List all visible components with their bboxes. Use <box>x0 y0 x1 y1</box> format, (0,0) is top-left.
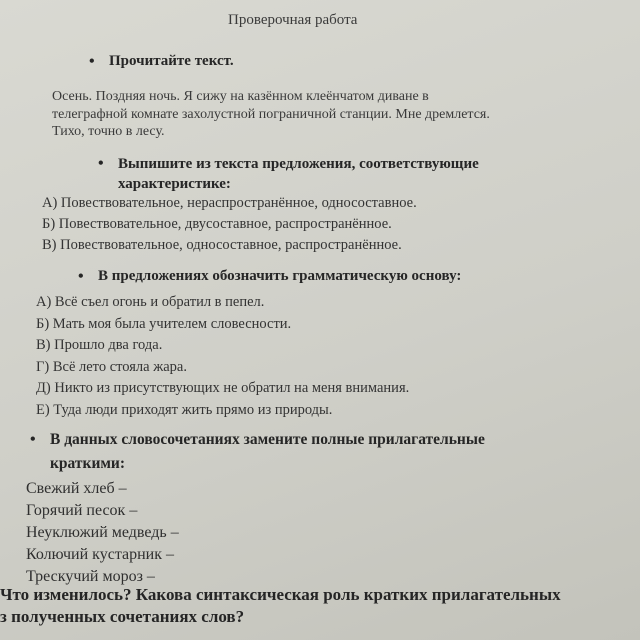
task2-heading-line: Выпишите из текста предложения, соответствующие <box>118 156 479 172</box>
task3-item: Б) Мать моя была учителем словесности. <box>36 315 292 332</box>
task1-text-line: Осень. Поздняя ночь. Я сижу на казённом клеёнчатом диване в <box>52 89 429 104</box>
task3-item: В) Прошло два года. <box>36 337 163 353</box>
task4-item: Колючий кустарник – <box>26 546 174 563</box>
task4-heading-line: В данных словосочетаниях замените полные прилагательные <box>50 431 485 448</box>
page-title: Проверочная работа <box>228 12 358 28</box>
task4-item: Трескучий мороз – <box>26 568 155 585</box>
task4-item: Горячий песок – <box>26 502 138 519</box>
bullet-icon: • <box>98 155 104 172</box>
task3-list <box>36 292 409 421</box>
bullet-icon: • <box>89 53 95 70</box>
task1-heading <box>89 53 234 70</box>
task2-item: Б) Повествовательное, двусоставное, распространённое. <box>42 216 392 232</box>
task4-question-line: з полученных сочетаниях слов? <box>0 607 245 626</box>
task4-heading <box>30 428 485 476</box>
task4-item: Неуклюжий медведь – <box>26 524 179 541</box>
task1-heading-text: Прочитайте текст. <box>109 53 234 69</box>
task3-item: Г) Всё лето стояла жара. <box>36 358 187 375</box>
bullet-icon: • <box>78 268 84 285</box>
task4-item: Свежий хлеб – <box>26 480 127 497</box>
task2-item: В) Повествовательное, односоставное, распространённое. <box>42 237 402 253</box>
task1-text-line: телеграфной комнате захолустной пограничной станции. Мне дремлется. <box>52 106 490 122</box>
task3-heading <box>78 268 462 285</box>
task2-list <box>42 193 417 256</box>
task3-item: Д) Никто из присутствующих не обратил на меня внимания. <box>36 380 410 396</box>
task1-text <box>52 88 490 141</box>
task2-item: А) Повествовательное, нераспространённое, односоставное. <box>42 195 417 211</box>
task3-heading-text: В предложениях обозначить грамматическую основу: <box>98 268 462 284</box>
task3-item: Е) Туда люди приходят жить прямо из природы. <box>36 401 333 418</box>
bullet-icon: • <box>30 431 36 448</box>
task4-question-line: Что изменилось? Какова синтаксическая роль кратких прилагательных <box>0 585 561 604</box>
task4-list <box>26 478 179 588</box>
task2-heading-line: характеристике: <box>118 176 231 192</box>
task2-heading <box>98 154 479 194</box>
task4-heading-line: краткими: <box>50 455 126 472</box>
task1-text-line: Тихо, точно в лесу. <box>52 124 165 139</box>
task4-question <box>0 584 561 628</box>
task3-item: А) Всё съел огонь и обратил в пепел. <box>36 294 265 310</box>
